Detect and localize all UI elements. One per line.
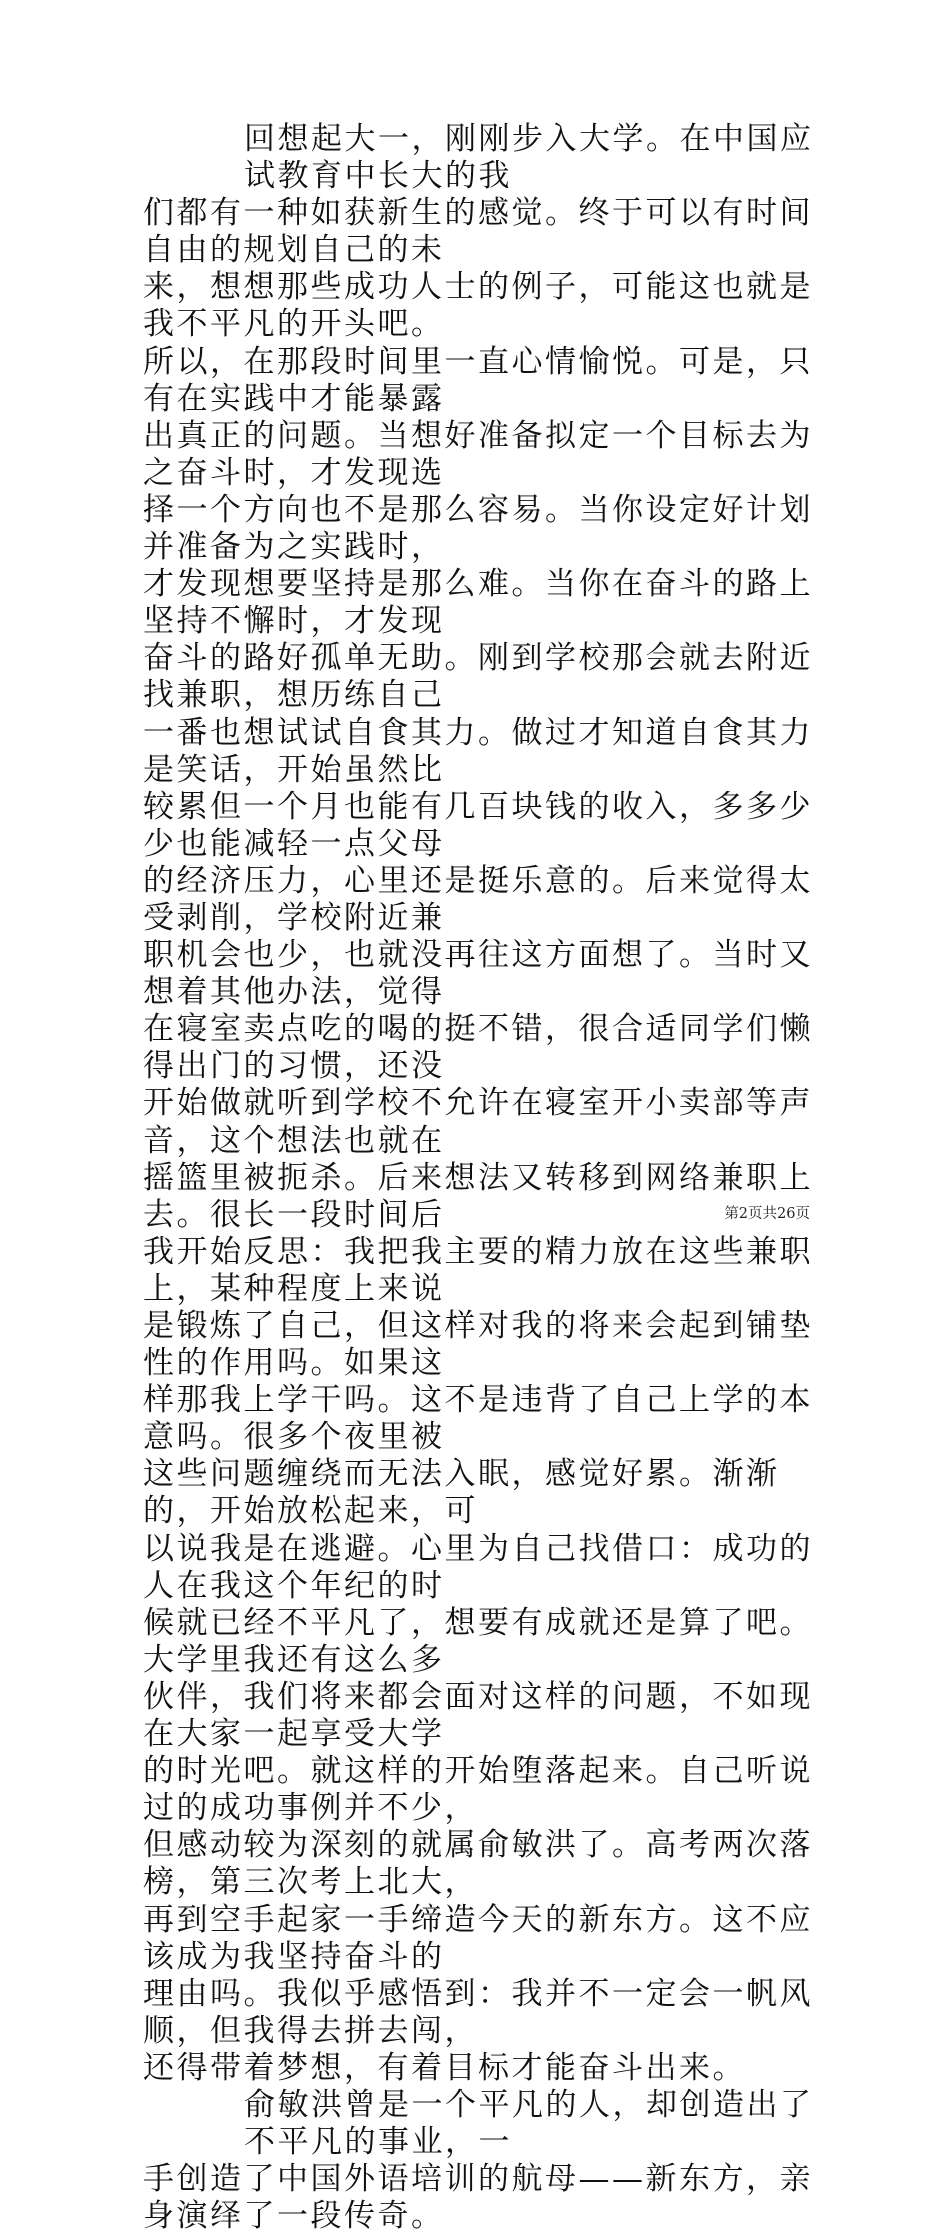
text-line: 样那我上学干吗。这不是违背了自己上学的本意吗。很多个夜里被 bbox=[143, 1382, 813, 1456]
text-line: 的时光吧。就这样的开始堕落起来。自己听说过的成功事例并不少， bbox=[143, 1753, 813, 1827]
text-line: 摇篮里被扼杀。后来想法又转移到网络兼职上去。很长一段时间后 bbox=[143, 1159, 813, 1233]
text-line: 在寝室卖点吃的喝的挺不错，很合适同学们懒得出门的习惯，还没 bbox=[143, 1011, 813, 1085]
text-line: 职机会也少，也就没再往这方面想了。当时又想着其他办法，觉得 bbox=[143, 937, 813, 1011]
text-line: 再到空手起家一手缔造今天的新东方。这不应该成为我坚持奋斗的 bbox=[143, 1901, 813, 1975]
paragraph bbox=[143, 2087, 843, 2235]
text-line: 较累但一个月也能有几百块钱的收入，多多少少也能减轻一点父母 bbox=[143, 788, 813, 862]
text-line: 的经济压力，心里还是挺乐意的。后来觉得太受剥削，学校附近兼 bbox=[143, 862, 813, 936]
text-line: 手创造了中国外语培训的航母——新东方，亲身演绎了一段传奇。 bbox=[143, 2161, 813, 2235]
page-number: 第2页共26页 bbox=[724, 1206, 810, 1222]
text-line: 们都有一种如获新生的感觉。终于可以有时间自由的规划自己的未 bbox=[143, 195, 813, 269]
text-line: 这些问题缠绕而无法入眠，感觉好累。渐渐的，开始放松起来，可 bbox=[143, 1456, 780, 1530]
document-body bbox=[143, 121, 843, 2235]
text-line: 一番也想试试自食其力。做过才知道自食其力是笑话，开始虽然比 bbox=[143, 714, 813, 788]
paragraph bbox=[143, 121, 843, 2087]
text-line: 我开始反思：我把我主要的精力放在这些兼职上，某种程度上来说 bbox=[143, 1233, 813, 1307]
text-line: 是锻炼了自己，但这样对我的将来会起到铺垫性的作用吗。如果这 bbox=[143, 1308, 813, 1382]
text-line: 出真正的问题。当想好准备拟定一个目标去为之奋斗时，才发现选 bbox=[143, 417, 813, 491]
text-line: 回想起大一，刚刚步入大学。在中国应试教育中长大的我 bbox=[244, 121, 814, 195]
text-line: 伙伴，我们将来都会面对这样的问题，不如现在大家一起享受大学 bbox=[143, 1678, 813, 1753]
text-line: 奋斗的路好孤单无助。刚到学校那会就去附近找兼职，想历练自己 bbox=[143, 640, 813, 714]
text-line: 所以，在那段时间里一直心情愉悦。可是，只有在实践中才能暴露 bbox=[143, 343, 813, 417]
text-line: 才发现想要坚持是那么难。当你在奋斗的路上坚持不懈时，才发现 bbox=[143, 566, 813, 640]
text-line: 理由吗。我似乎感悟到：我并不一定会一帆风顺，但我得去拼去闯， bbox=[143, 1975, 813, 2049]
text-line: 俞敏洪曾是一个平凡的人，却创造出了不平凡的事业，一 bbox=[244, 2086, 814, 2161]
text-line: 但感动较为深刻的就属俞敏洪了。高考两次落榜，第三次考上北大， bbox=[143, 1827, 813, 1901]
text-line: 开始做就听到学校不允许在寝室开小卖部等声音，这个想法也就在 bbox=[143, 1085, 813, 1159]
text-line: 还得带着梦想，有着目标才能奋斗出来。 bbox=[143, 2049, 746, 2086]
text-line: 以说我是在逃避。心里为自己找借口：成功的人在我这个年纪的时 bbox=[143, 1530, 813, 1604]
text-line: 候就已经不平凡了，想要有成就还是算了吧。大学里我还有这么多 bbox=[143, 1604, 813, 1678]
text-line: 择一个方向也不是那么容易。当你设定好计划并准备为之实践时， bbox=[143, 491, 813, 566]
text-line: 来，想想那些成功人士的例子，可能这也就是我不平凡的开头吧。 bbox=[143, 269, 813, 343]
